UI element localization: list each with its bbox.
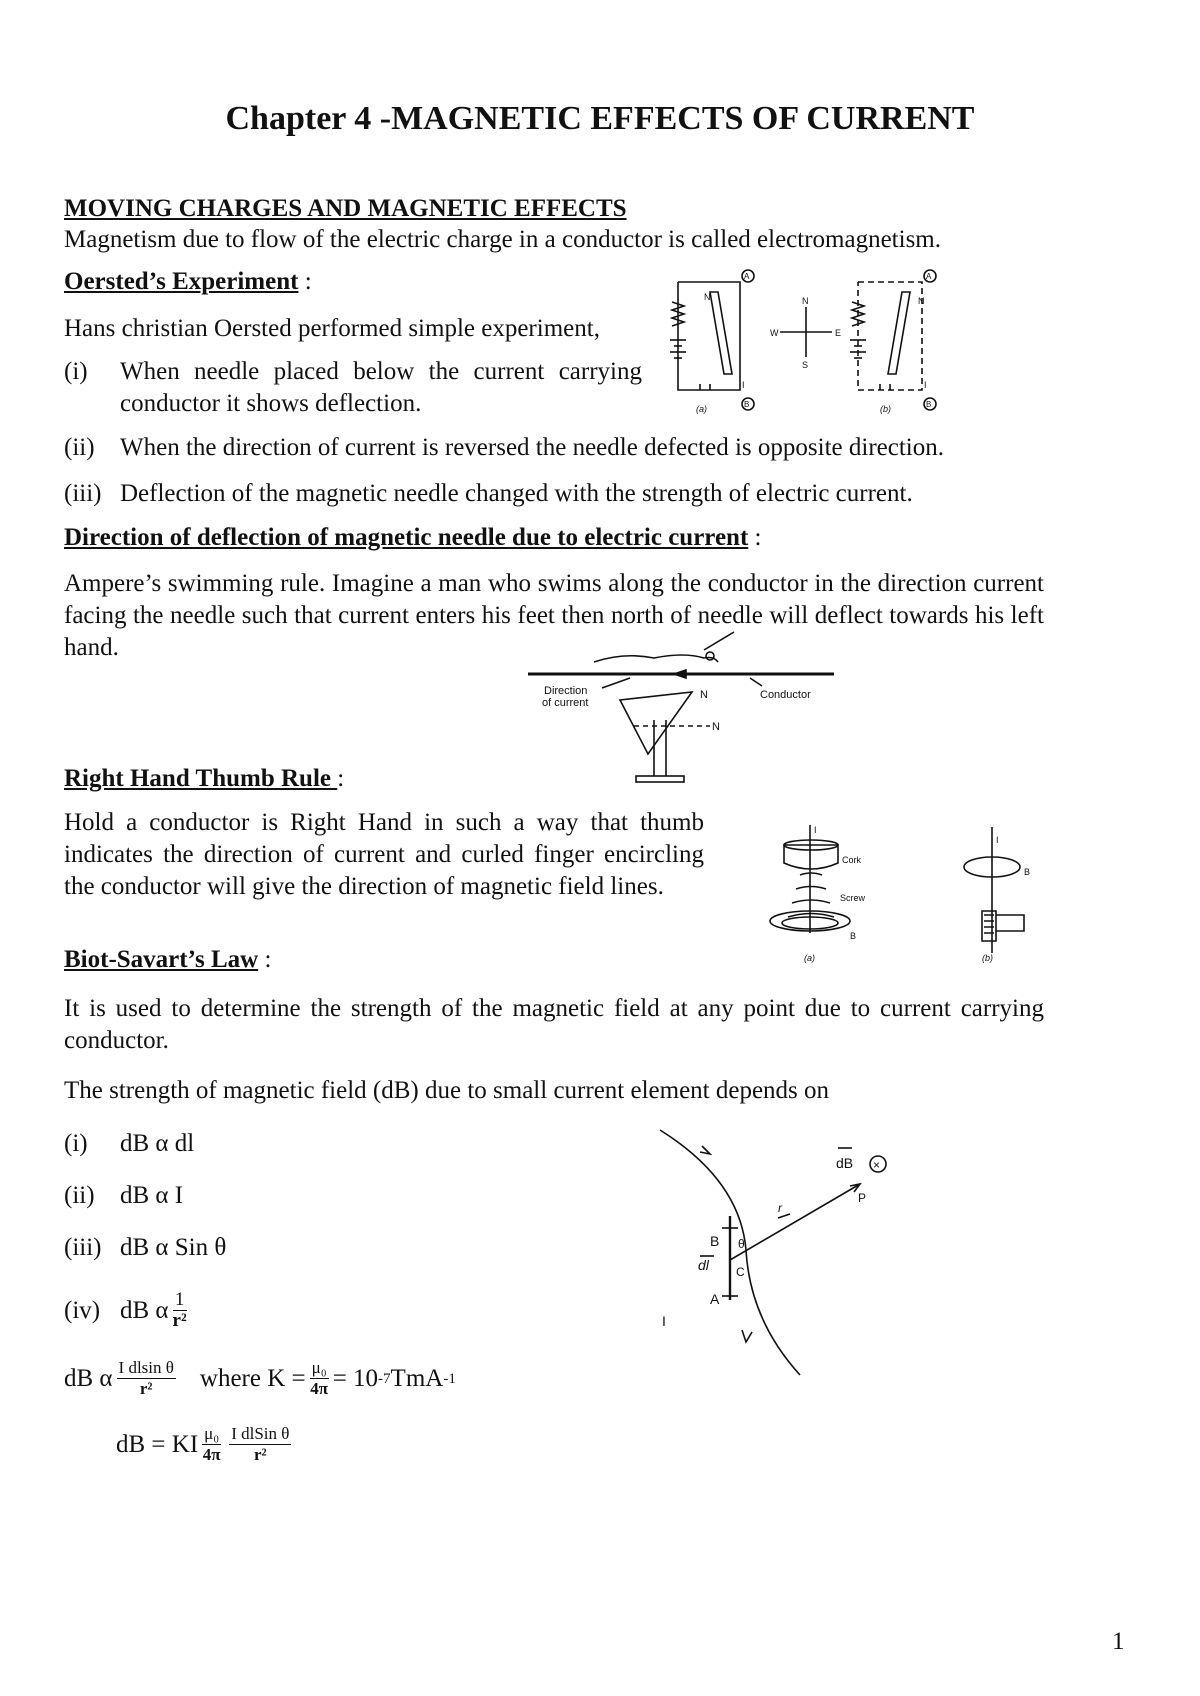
item-text: dB α I: [120, 1182, 184, 1209]
item-text: dB α Sin θ: [120, 1234, 227, 1261]
item-label: (iii): [64, 480, 102, 507]
oersted-fig-i-a: I: [742, 380, 745, 390]
oersted-fig-terminal-b2: B: [926, 400, 932, 409]
rht-fig-i1: I: [814, 825, 817, 835]
biot-fig-into-page: ×: [873, 1158, 881, 1172]
eq1-unit-exp: -1: [443, 1370, 456, 1387]
oersted-fig-n-label-b: N: [918, 296, 925, 306]
rht-heading: Right Hand Thumb Rule: [64, 765, 338, 792]
oersted-intro: Hans christian Oersted performed simple experiment,: [64, 315, 600, 342]
eq2-lhs: dB = KI: [116, 1430, 199, 1458]
biot-item-1: [64, 1128, 194, 1160]
oersted-fig-compass-w: W: [770, 328, 779, 338]
rht-body: Hold a conductor is Right Hand in such a way that thumb indicates the direction of current and curled finger encircling the conductor will give the direction of magnetic field lines.: [64, 809, 704, 900]
eq1-where: where K =: [199, 1364, 306, 1392]
item-label: (i): [64, 358, 88, 385]
oersted-heading: Oersted’s Experiment: [64, 268, 299, 295]
eq1-fraction: [117, 1358, 176, 1399]
item-label: (iv): [64, 1296, 101, 1324]
frac-num: μ₀: [311, 1358, 327, 1377]
swimming-rule-figure: [524, 628, 844, 788]
biot-fig-r: r: [778, 1201, 782, 1215]
eq1-exp: -7: [378, 1370, 391, 1387]
oersted-item-1: [64, 356, 642, 420]
right-hand-thumb-figure: [760, 815, 1060, 965]
biot-heading-colon: :: [258, 946, 272, 973]
direction-heading-colon: :: [748, 524, 762, 551]
eq2-main-fraction: [229, 1424, 291, 1465]
frac-den: 4π: [310, 1379, 329, 1398]
rht-fig-label-b: (b): [982, 953, 993, 963]
oersted-fig-compass-s: S: [802, 360, 809, 370]
biot-fig-b: B: [710, 1233, 720, 1249]
biot-fig-theta: θ: [738, 1237, 745, 1251]
frac-den: r²: [253, 1445, 267, 1464]
biot-equation-2: [116, 1424, 295, 1465]
eq1-unit: TmA: [390, 1364, 444, 1392]
swim-fig-conductor: Conductor: [760, 689, 811, 701]
biot-fig-dl: dl: [698, 1257, 709, 1273]
swim-fig-n1: N: [700, 689, 708, 701]
oersted-fig-label-a: (a): [696, 404, 707, 414]
biot-heading: Biot-Savart’s Law: [64, 946, 259, 973]
oersted-fig-compass-e: E: [835, 328, 842, 338]
item-label: (ii): [64, 1182, 95, 1209]
eq2-mu-fraction: [202, 1424, 221, 1465]
item-text: When the direction of current is reversed the needle defected is opposite direction.: [120, 434, 944, 461]
oersted-fig-n-label: N: [704, 292, 711, 302]
rht-fig-b1: B: [850, 931, 857, 941]
oersted-heading-row: [64, 266, 312, 298]
eq1-lhs: dB α: [64, 1364, 113, 1392]
oersted-fig-label-b: (b): [880, 404, 891, 414]
direction-body: Ampere’s swimming rule. Imagine a man who swims along the conductor in the direction current facing the needle such that current enters his feet then north of needle will deflect towards his left hand.: [64, 570, 1044, 661]
frac-den: 4π: [202, 1445, 221, 1464]
section-heading-moving-charges: MOVING CHARGES AND MAGNETIC EFFECTS: [64, 195, 627, 222]
biot-item-3: [64, 1232, 226, 1264]
oersted-experiment-figure: [640, 262, 950, 422]
biot-body-2: The strength of magnetic field (dB) due to small current element depends on: [64, 1077, 830, 1104]
biot-fig-i: I: [662, 1313, 666, 1329]
frac-den: r²: [172, 1310, 187, 1331]
eq1-rhs: = 10: [332, 1364, 379, 1392]
frac-num: I dlSin θ: [231, 1424, 290, 1443]
section-body-electromagnetism: Magnetism due to flow of the electric charge in a conductor is called electromagnetism.: [64, 226, 942, 253]
oersted-fig-terminal-b1: B: [744, 400, 750, 409]
frac-den: r²: [139, 1379, 153, 1398]
rht-heading-colon: :: [337, 765, 345, 792]
page-title: Chapter 4 -MAGNETIC EFFECTS OF CURRENT: [225, 100, 975, 137]
rht-fig-cork: Cork: [842, 855, 862, 865]
item-label: (ii): [64, 434, 95, 461]
rht-fig-b2: B: [1024, 867, 1031, 877]
item-text: When needle placed below the current carrying conductor it shows deflection.: [120, 358, 642, 417]
frac-num: 1: [173, 1290, 187, 1311]
oersted-item-3: [64, 478, 1084, 510]
page-number: 1: [1112, 1628, 1125, 1655]
biot-fig-c: C: [736, 1265, 745, 1279]
oersted-fig-compass-n: N: [802, 296, 809, 306]
direction-heading: Direction of deflection of magnetic needle due to electric current: [64, 524, 749, 551]
biot-heading-row: [64, 944, 271, 976]
oersted-heading-colon: :: [298, 268, 312, 295]
swim-fig-direction-line1: Direction: [544, 685, 588, 697]
biot-fig-p: P: [858, 1191, 867, 1205]
rht-fig-label-a: (a): [804, 953, 815, 963]
swim-fig-n2: N: [712, 721, 720, 733]
rht-fig-i2: I: [996, 835, 999, 845]
biot-item-4: [64, 1290, 191, 1331]
swim-fig-direction-line2: of current: [542, 697, 589, 709]
oersted-item-2: [64, 432, 1084, 464]
oersted-fig-terminal-a2: A: [926, 272, 932, 281]
biot-item-2: [64, 1180, 183, 1212]
item-text: Deflection of the magnetic needle changed with the strength of electric current.: [120, 480, 913, 507]
rht-heading-row: [64, 763, 344, 795]
item-label: (iii): [64, 1234, 102, 1261]
biot-fig-a: A: [710, 1291, 720, 1307]
eq1-k-fraction: [310, 1358, 329, 1399]
biot-body-1: It is used to determine the strength of the magnetic field at any point due to current carrying conductor.: [64, 995, 1044, 1054]
fraction-one-over-r2: [173, 1290, 187, 1331]
item-label: (i): [64, 1130, 88, 1157]
biot-fig-db: dB: [836, 1155, 854, 1171]
rht-fig-screw: Screw: [840, 893, 866, 903]
frac-num: μ₀: [204, 1424, 220, 1443]
item-text: dB α: [120, 1296, 169, 1324]
item-text: dB α dl: [120, 1130, 195, 1157]
biot-savart-figure: [650, 1120, 970, 1380]
direction-heading-row: [64, 522, 761, 554]
oersted-fig-i-b: I: [924, 380, 927, 390]
biot-equation-1: [64, 1358, 456, 1399]
frac-num: I dlsin θ: [118, 1358, 174, 1377]
oersted-fig-terminal-a1: A: [744, 272, 750, 281]
